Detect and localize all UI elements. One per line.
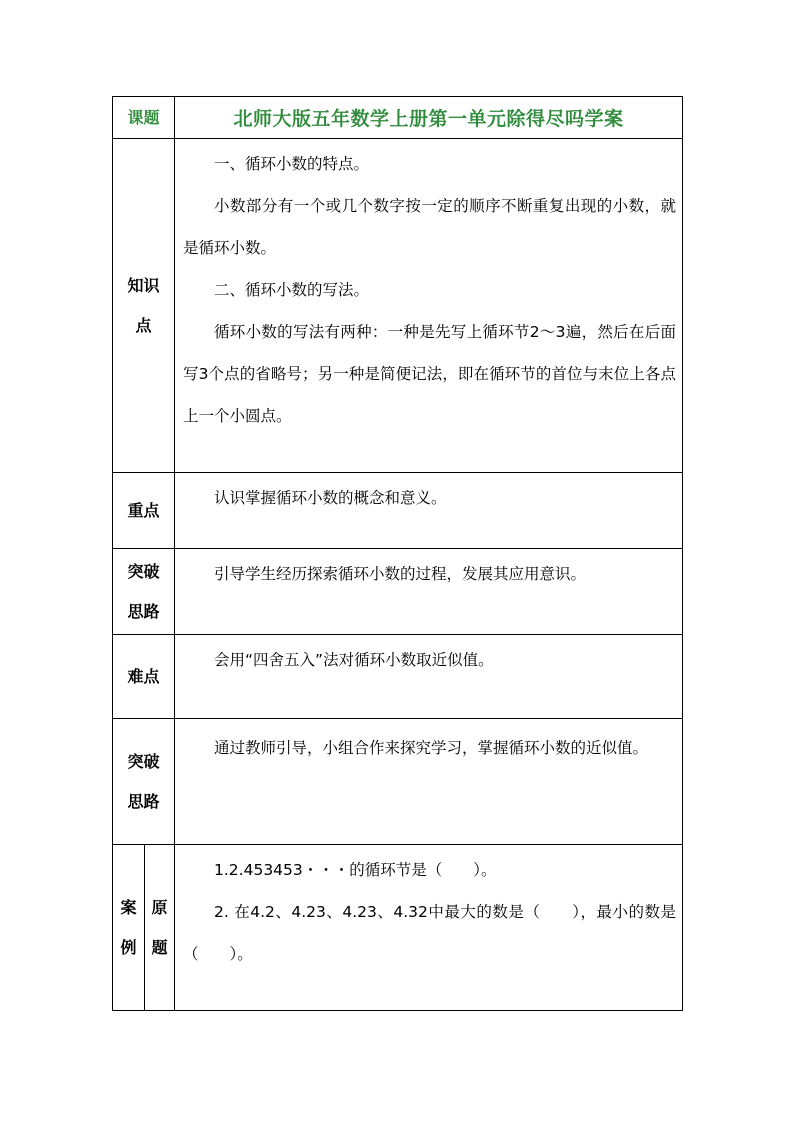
difficulty-text: 会用“四舍五入”法对循环小数取近似值。 — [214, 651, 494, 669]
case-question-2: 2. 在4.2、4.23、4.23、4.32中最大的数是（ ），最小的数是（ ）。 — [183, 903, 677, 963]
case-row — [113, 845, 683, 1011]
knowledge-heading-2: 二、循环小数的写法。 — [214, 281, 370, 299]
original-question-label: 原 题 — [145, 845, 175, 1011]
difficulty-row — [113, 635, 683, 719]
breakthrough-label-2: 突破 思路 — [113, 719, 175, 845]
case-label: 案 例 — [113, 845, 145, 1011]
knowledge-row — [113, 139, 683, 473]
lesson-plan-table — [112, 96, 683, 1011]
case-content — [175, 845, 683, 1011]
key-point-text: 认识掌握循环小数的概念和意义。 — [214, 489, 447, 507]
topic-label: 课题 — [113, 97, 175, 139]
case-question-1: 1.2.453453・・・的循环节是（ ）。 — [214, 861, 497, 879]
difficulty-label: 难点 — [113, 635, 175, 719]
knowledge-label: 知识 点 — [113, 139, 175, 473]
breakthrough-text-2: 通过教师引导，小组合作来探究学习，掌握循环小数的近似值。 — [214, 739, 649, 757]
key-point-content — [175, 473, 683, 549]
title-row — [113, 97, 683, 139]
knowledge-content — [175, 139, 683, 473]
key-point-label: 重点 — [113, 473, 175, 549]
breakthrough-row-1 — [113, 549, 683, 635]
knowledge-paragraph-1: 小数部分有一个或几个数字按一定的顺序不断重复出现的小数，就是循环小数。 — [183, 197, 677, 257]
knowledge-paragraph-2: 循环小数的写法有两种：一种是先写上循环节2～3遍，然后在后面写3个点的省略号；另一种是简便记法，即在循环节的首位与末位上各点上一个小圆点。 — [183, 323, 677, 425]
key-point-row — [113, 473, 683, 549]
difficulty-content — [175, 635, 683, 719]
breakthrough-label-1: 突破 思路 — [113, 549, 175, 635]
breakthrough-content-1 — [175, 549, 683, 635]
breakthrough-text-1: 引导学生经历探索循环小数的过程，发展其应用意识。 — [214, 565, 587, 583]
page-title: 北师大版五年数学上册第一单元除得尽吗学案 — [175, 97, 683, 139]
breakthrough-row-2 — [113, 719, 683, 845]
breakthrough-content-2 — [175, 719, 683, 845]
knowledge-heading-1: 一、循环小数的特点。 — [214, 155, 370, 173]
